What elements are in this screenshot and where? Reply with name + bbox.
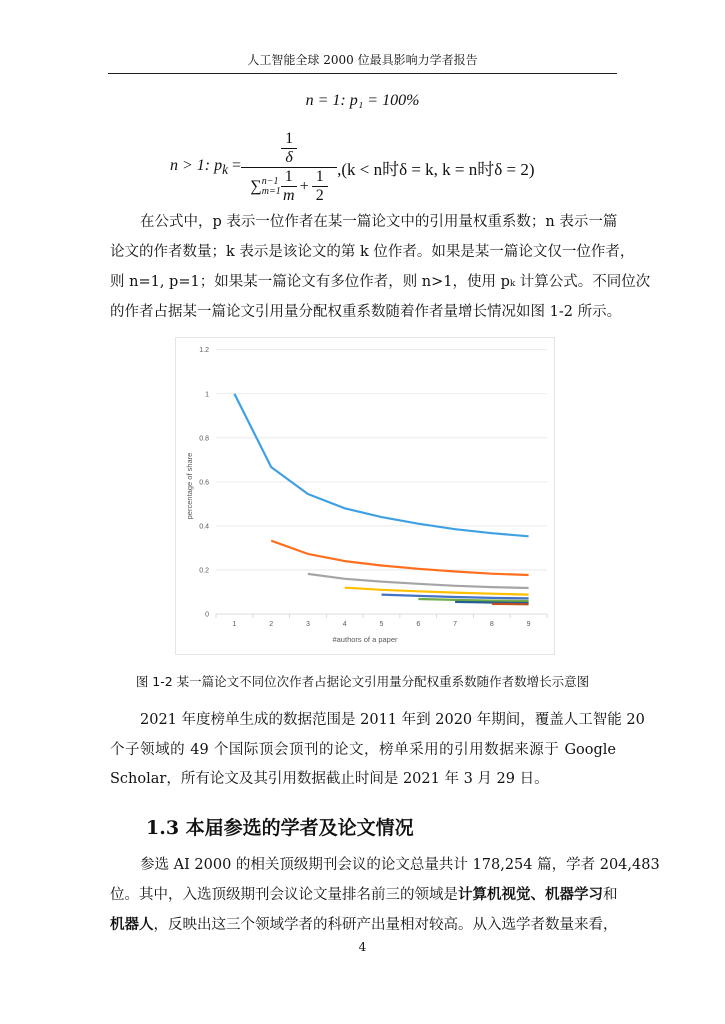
x-tick-label: 9 (526, 621, 531, 628)
formula-sum-sub: m=1 (261, 185, 281, 197)
line-chart (175, 337, 555, 655)
figure-caption: 图 1-2 某一篇论文不同位次作者占据论文引用量分配权重系数随作者数增长示意图 (135, 674, 590, 689)
formula-num-bottom: δ (285, 149, 293, 166)
formula-numerator (241, 130, 337, 168)
formula-f2-den: 2 (315, 187, 324, 204)
paragraph-line: Scholar，所有论文及其引用数据截止时间是 2021 年 3 月 29 日。 (110, 771, 549, 787)
formula-sum-sup: n−1 (261, 175, 279, 187)
paragraph-line: 在公式中，p 表示一位作者在某一篇论文中的引用量权重系数；n 表示一篇 (140, 214, 618, 230)
paragraph-line: 个子领域的 49 个国际顶会顶刊的论文，榜单采用的引用数据来源于 Google (110, 742, 616, 758)
formula-f2-num: 1 (312, 168, 328, 187)
formula-lhs (170, 157, 241, 178)
x-tick-label: 6 (416, 621, 421, 628)
formula-single-author: n = 1: p₁ = 100% (305, 92, 420, 109)
page-number: 4 (358, 940, 367, 954)
section-heading: 1.3 本届参选的学者及论文情况 (146, 817, 414, 839)
x-tick-label: 7 (453, 621, 458, 628)
y-tick-label: 0 (205, 611, 209, 619)
formula-lhs-sub: k (222, 162, 229, 178)
bold-field-robotics: 机器人 (110, 916, 154, 933)
x-axis-label: #authors of a paper (332, 635, 398, 644)
header-rule (108, 73, 617, 74)
y-tick-label: 0.2 (199, 567, 209, 575)
running-header: 人工智能全球 2000 位最具影响力学者报告 (247, 53, 478, 67)
text-run: 和 (603, 887, 618, 903)
y-tick-label: 1.2 (199, 347, 209, 355)
x-tick-label: 4 (342, 621, 347, 628)
paragraph-line: 论文的作者数量；k 表示是该论文的第 k 位作者。如果是某一篇论文仅一位作者， (110, 244, 635, 260)
paragraph-line: 的作者占据某一篇论文引用量分配权重系数随着作者量增长情况如图 1-2 所示。 (110, 304, 622, 320)
formula-multi-author (170, 130, 535, 205)
bold-fields: 计算机视觉、机器学习 (458, 886, 603, 903)
text-run: ，反映出这三个领域学者的科研产出量相对较高。从入选学者数量来看， (153, 917, 618, 933)
paragraph-line: 参选 AI 2000 的相关顶级期刊会议的论文总量共计 178,254 篇，学者 204,483 (140, 857, 660, 873)
formula-sum-limits (262, 177, 281, 197)
formula-lhs-text: n > 1: p (170, 156, 223, 174)
chart-frame (176, 338, 555, 655)
formula-one-over-m (281, 168, 297, 205)
formula-denominator (250, 168, 327, 205)
y-tick-label: 0.6 (199, 479, 209, 487)
text-run: 位。其中，入选顶级期刊会议论文量排名前三的领域是 (110, 887, 458, 903)
y-tick-label: 0.8 (199, 435, 209, 443)
paragraph-line (110, 914, 616, 936)
formula-num-top: 1 (281, 130, 297, 149)
formula-fraction (241, 130, 337, 205)
formula-one-half (312, 168, 328, 205)
y-tick-label: 1 (205, 391, 209, 399)
y-tick-label: 0.4 (199, 523, 209, 531)
formula-condition: ,(k < n时δ = k, k = n时δ = 2) (337, 160, 535, 179)
x-tick-label: 3 (305, 621, 310, 628)
formula-sum: ∑ (250, 177, 262, 195)
x-tick-label: 8 (489, 621, 494, 628)
formula-plus: + (299, 177, 309, 195)
x-tick-label: 2 (269, 621, 274, 628)
paragraph-line: 2021 年度榜单生成的数据范围是 2011 年到 2020 年期间，覆盖人工智能 20 (140, 712, 645, 728)
formula-eq: = (228, 156, 242, 174)
formula-one-over-delta (281, 130, 297, 167)
formula-f1-num: 1 (281, 168, 297, 187)
paragraph-line (110, 884, 616, 906)
y-axis-label: percentage of share (185, 452, 194, 520)
formula-f1-den: m (282, 187, 295, 204)
x-tick-label: 5 (379, 621, 384, 628)
x-tick-label: 1 (232, 621, 237, 628)
paragraph-line: 则 n=1, p=1；如果某一篇论文有多位作者，则 n>1，使用 pₖ 计算公式。不同位次 (110, 274, 651, 290)
